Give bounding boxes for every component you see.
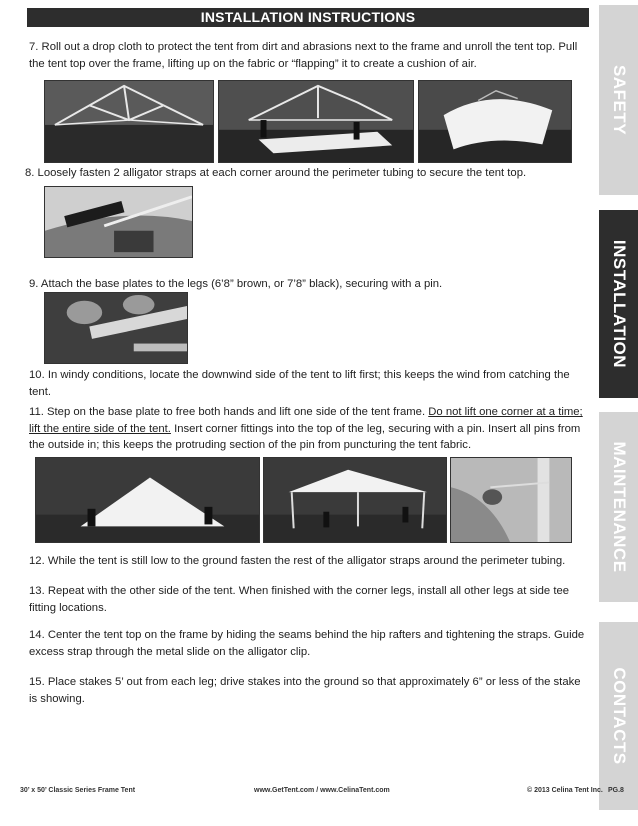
step-11-warning: Do not lift one corner at a time; lift the entire side of the tent. (29, 406, 583, 435)
photo-corner-fitting-pin (450, 457, 572, 543)
step-13-text: 13. Repeat with the other side of the tent. When finished with the corner legs, install all other legs at side tee fitting locations. (29, 585, 570, 614)
photo-unrolling-tent-top (218, 80, 414, 163)
step-8-text: 8. Loosely fasten 2 alligator straps at each corner around the perimeter tubing to secure the tent top. (25, 167, 527, 179)
tab-safety-label: SAFETY (609, 64, 629, 136)
tab-safety[interactable] (599, 5, 638, 195)
photo-alligator-strap (44, 186, 193, 258)
tab-maintenance-label: MAINTENANCE (609, 441, 629, 573)
photo-legs-installed (263, 457, 447, 543)
step-11-text (29, 404, 591, 454)
tab-installation-label: INSTALLATION (609, 239, 629, 369)
photo-base-plate (44, 292, 188, 364)
footer-copyright: © 2013 Celina Tent Inc. (527, 787, 603, 794)
footer-urls: www.GetTent.com / www.CelinaTent.com (254, 787, 390, 794)
page-header (27, 8, 589, 27)
photo-flapping-tent-top (418, 80, 572, 163)
step-9-text: 9. Attach the base plates to the legs (6’8” brown, or 7’8” black), securing with a pin. (29, 278, 443, 290)
footer-product: 30’ x 50’ Classic Series Frame Tent (20, 787, 136, 794)
tab-contacts[interactable] (599, 622, 638, 810)
step-15-text: 15. Place stakes 5’ out from each leg; drive stakes into the ground so that approximately 6” or less of the stake is showing. (29, 676, 581, 705)
footer-page-number: PG.8 (608, 787, 624, 794)
step-12-text: 12. While the tent is still low to the ground fasten the rest of the alligator straps around the perimeter tubing. (29, 555, 566, 567)
photo-frame-with-drop-cloth (44, 80, 214, 163)
tab-maintenance[interactable] (599, 412, 638, 602)
step-10-text: 10. In windy conditions, locate the downwind side of the tent to lift first; this keeps the wind from catching the tent. (29, 369, 570, 398)
step-11-detail: Insert corner fittings into the top of the leg, securing with a pin. Insert all pins from the outside in; this keeps the protruding section of the pin from puncturing the tent fabric. (29, 422, 581, 451)
photo-lifting-one-side (35, 457, 260, 543)
page-title: INSTALLATION INSTRUCTIONS (200, 9, 416, 25)
step-11-intro: 11. Step on the base plate to free both hands and lift one side of the tent frame. (29, 406, 429, 418)
tab-contacts-label: CONTACTS (609, 667, 629, 765)
step-14-text: 14. Center the tent top on the frame by hiding the seams behind the hip rafters and tightening the straps. Guide excess strap through the metal slide on the alligator clip. (29, 629, 585, 658)
tab-installation[interactable] (599, 210, 638, 398)
step-7-text: 7. Roll out a drop cloth to protect the tent from dirt and abrasions next to the frame and unroll the tent top. Pull the tent top over the frame, lifting up on the fabric or “flapping” it to create a cushion of air. (29, 41, 578, 70)
